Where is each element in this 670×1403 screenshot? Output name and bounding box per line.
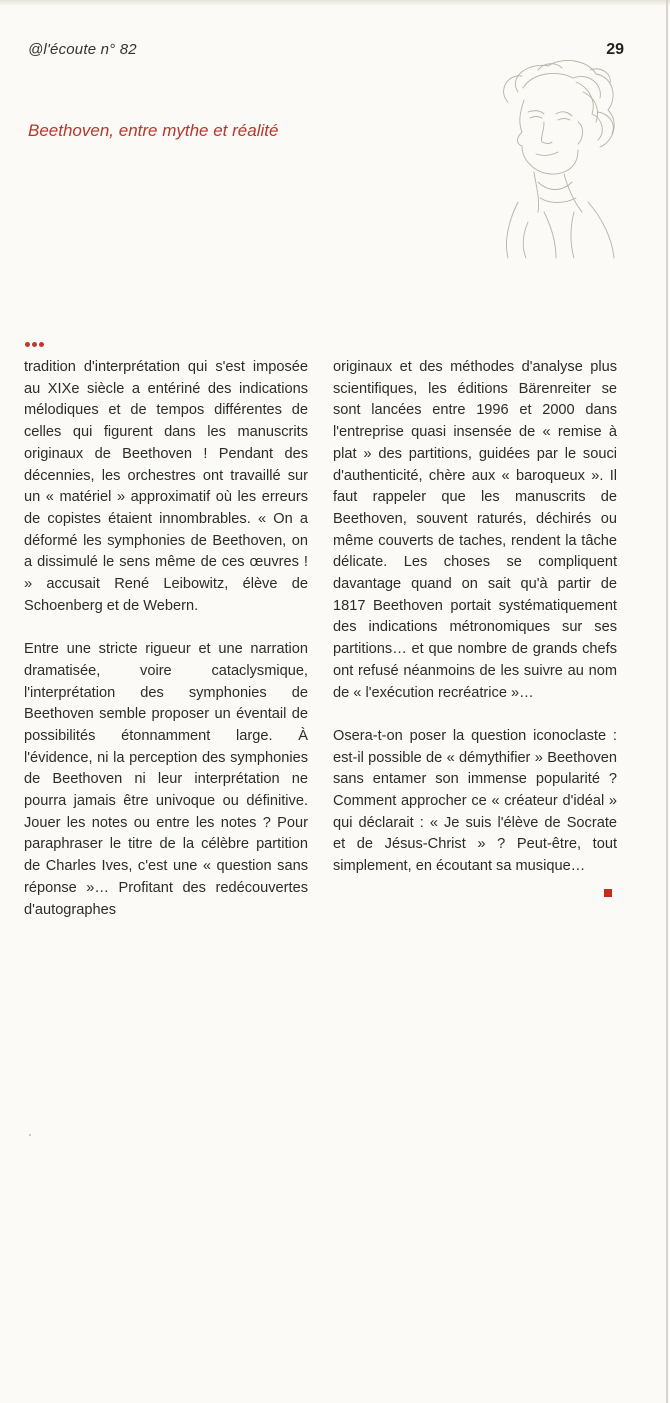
article-column-right	[333, 357, 617, 900]
page-number: 29	[606, 41, 624, 58]
continuation-dots-icon	[25, 342, 44, 347]
article-title: Beethoven, entre mythe et réalité	[28, 121, 279, 140]
article-column-left	[24, 357, 308, 943]
scan-top-shadow	[0, 0, 670, 6]
scan-speck	[29, 1134, 31, 1136]
page-edge	[666, 0, 668, 1403]
beethoven-portrait-icon	[478, 52, 630, 260]
paragraph: Entre une stricte rigueur et une narration dramatisée, voire cataclysmique, l'interprétation des symphonies de Beethoven semble proposer un éventail de possibilités étonnamment large. À l'évidence, ni la perception des symphonies de Beethoven ni leur interprétation ne pourra jamais être univoque ou définitive. Jouer les notes ou entre les notes ? Pour paraphraser le titre de la célèbre partition de Charles Ives, c'est une « question sans réponse »… Profitant des redécouvertes d'autographes	[24, 641, 308, 918]
paragraph: Osera-t-on poser la question iconoclaste : est-il possible de « démythifier » Beethoven sans entamer son immense popularité ? Comment approcher ce « créateur d'idéal » qui déclarait : « Je suis l'élève de Socrate et de Jésus-Christ » ? Peut-être, tout simplement, en écoutant sa musique…	[333, 727, 617, 875]
paragraph: tradition d'interprétation qui s'est imposée au XIXe siècle a entériné des indications mélodiques et de tempos différentes de celles qui figurent dans les manuscrits originaux de Beethoven ! Pendant des décennies, les orchestres ont travaillé sur un « matériel » approximatif où les erreurs de copistes étaient innombrables. « On a déformé les symphonies de Beethoven, on a dissimulé le sens même de ces œuvres ! » accusait René Leibowitz, élève de Schoenberg et de Webern.	[24, 359, 308, 614]
magazine-header: @l'écoute n° 82	[28, 41, 137, 58]
end-of-article-square-icon	[604, 889, 612, 897]
paragraph: originaux et des méthodes d'analyse plus scientifiques, les éditions Bärenreiter se sont lancées entre 1996 et 2000 dans l'entreprise quasi insensée de « remise à plat » des partitions, guidées par le souci d'authenticité, chère aux « baroqueux ». Il faut rappeler que les manuscrits de Beethoven, souvent raturés, déchirés ou même couverts de taches, rendent la tâche délicate. Les choses se compliquent davantage quand on sait qu'à partir de 1817 Beethoven portait systématiquement des indications métronomiques sur ses partitions… et que nombre de grands chefs ont refusé néanmoins de les suivre au nom de « l'exécution recréatrice »…	[333, 359, 617, 701]
